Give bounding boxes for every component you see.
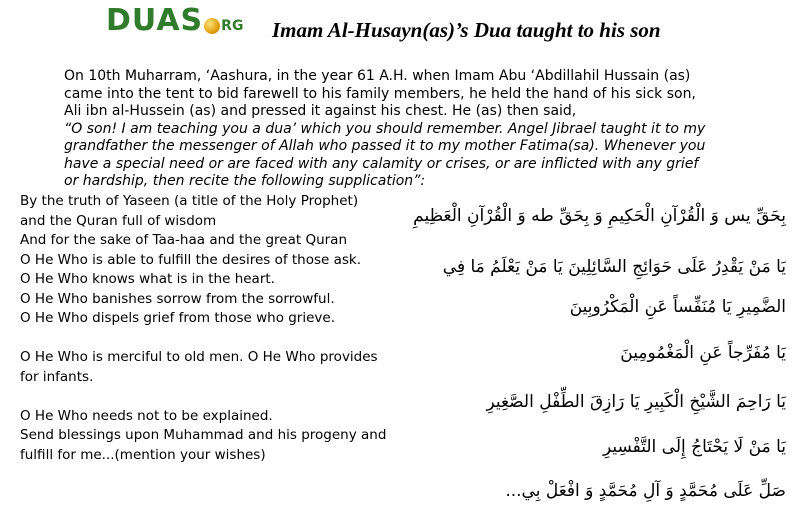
intro-quote-line: grandfather the messenger of Allah who passed it to my mother Fatima(sa). Whenever you <box>64 138 706 154</box>
translation-line: O He Who needs not to be explained. <box>20 407 273 424</box>
translation-spacer <box>20 329 420 349</box>
english-translation <box>20 192 420 465</box>
duas-logo[interactable] <box>106 3 256 39</box>
logo-suffix: RG <box>221 18 244 34</box>
intro-quote-line: have a special need or are faced with any calamity or crises, or are inflicted with any grief <box>64 155 699 172</box>
intro-paragraph <box>64 68 764 191</box>
translation-line: for infants. <box>20 368 94 385</box>
translation-spacer <box>20 387 420 407</box>
arabic-line: بِحَقِّ يس وَ الْقُرْآنِ الْحَكِيمِ وَ بِحَقِّ طه وَ الْقُرْآنِ الْعَظِيمِ <box>413 206 786 226</box>
arabic-line: الضَّمِيرِ يَا مُنَفِّساً عَنِ الْمَكْرُوبِينَ <box>569 297 786 317</box>
page-title: Imam Al-Husayn(as)’s Dua taught to his son <box>272 18 661 42</box>
arabic-line: يَا مَنْ لَا يَحْتَاجُ إِلَى التَّفْسِيرِ <box>602 437 786 457</box>
logo-dot-icon <box>204 18 220 34</box>
translation-line: O He Who knows what is in the heart. <box>20 271 275 287</box>
intro-quote-line: or hardship, then recite the following supplication”: <box>64 173 426 189</box>
intro-quote-line: “O son! I am teaching you a dua’ which you should remember. Angel Jibrael taught it to my <box>64 120 706 137</box>
arabic-line: يَا رَاحِمَ الشَّيْخِ الْكَبِيرِ يَا رَازِقَ الطِّفْلِ الصَّغِيرِ <box>486 392 786 412</box>
translation-line: And for the sake of Taa-haa and the great Quran <box>20 232 347 248</box>
arabic-line: يَا مُفَرِّجاً عَنِ الْمَغْمُومِينَ <box>620 343 786 363</box>
translation-line: O He Who is merciful to old men. O He Who provides <box>20 349 378 365</box>
translation-line: Send blessings upon Muhammad and his progeny and <box>20 427 387 443</box>
translation-line: O He Who is able to fulfill the desires of those ask. <box>20 251 362 268</box>
translation-line: By the truth of Yaseen (a title of the Holy Prophet) <box>20 193 359 209</box>
intro-line: came into the tent to bid farewell to his family members, he held the hand of his sick son, <box>64 85 696 102</box>
logo-text: DUAS <box>106 3 204 38</box>
intro-line: Ali ibn al-Hussein (as) and pressed it against his chest. He (as) then said, <box>64 103 577 119</box>
translation-line: O He Who banishes sorrow from the sorrowful. <box>20 290 335 307</box>
translation-line: and the Quran full of wisdom <box>20 212 217 229</box>
intro-line: On 10th Muharram, ‘Aashura, in the year 61 A.H. when Imam Abu ‘Abdillahil Hussain (as) <box>64 68 691 84</box>
translation-line: O He Who dispels grief from those who grieve. <box>20 310 336 326</box>
translation-line: fulfill for me...(mention your wishes) <box>20 446 266 463</box>
arabic-line: صَلِّ عَلَى مُحَمَّدٍ وَ آلِ مُحَمَّدٍ وَ افْعَلْ بِي... <box>505 481 786 501</box>
arabic-line: يَا مَنْ يَقْدِرُ عَلَى حَوَائِجِ السَّائِلِينَ يَا مَنْ يَعْلَمُ مَا فِي <box>442 257 786 277</box>
